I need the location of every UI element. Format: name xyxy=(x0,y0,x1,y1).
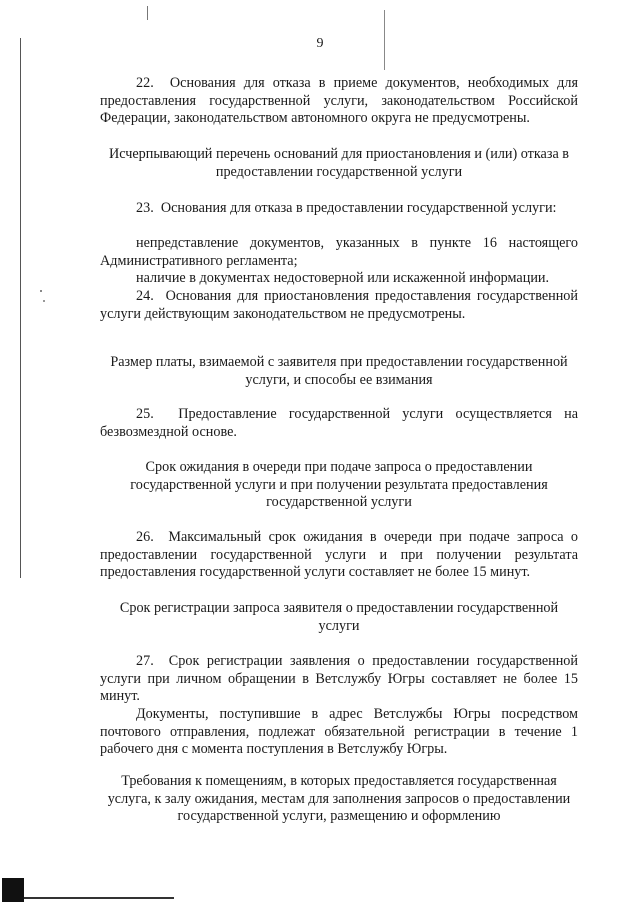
section-heading-fee: Размер платы, взимаемой с заявителя при предоставлении государственной услуги, и способы ее взимания xyxy=(110,354,568,388)
scan-bottom-line xyxy=(24,897,174,899)
page-number: 9 xyxy=(316,36,324,51)
paragraph-22: 22. Основания для отказа в приеме документов, необходимых для предоставления государственной услуги, законодательством Российской Федерации, законодательством автономного округа не предусмотрены. xyxy=(100,75,578,127)
scan-tick-top xyxy=(147,6,148,20)
paragraph-23-item-1: непредставление документов, указанных в пункте 16 настоящего Административного регламента; xyxy=(100,235,578,269)
paragraph-27: 27. Срок регистрации заявления о предоставлении государственной услуги при личном обращении в Ветслужбу Югры составляет не более 15 минут. xyxy=(100,653,578,705)
section-heading-queue: Срок ожидания в очереди при подаче запроса о предоставлении государственной услуги и при получении результата предоставления государственной услуги xyxy=(130,459,548,511)
scan-speck xyxy=(40,290,42,292)
paragraph-23-item-2: наличие в документах недостоверной или искаженной информации. xyxy=(136,270,550,286)
scan-speck-2 xyxy=(43,300,45,302)
scan-margin-line xyxy=(20,38,21,578)
paragraph-27-postal: Документы, поступившие в адрес Ветслужбы Югры посредством почтового отправления, подлежат обязательной регистрации в течение 1 рабочего дня с момента поступления в Ветслужбу Югры. xyxy=(100,706,578,758)
scan-corner-block xyxy=(2,878,24,902)
section-heading-registration: Срок регистрации запроса заявителя о предоставлении государственной услуги xyxy=(119,600,559,634)
paragraph-26: 26. Максимальный срок ожидания в очереди при подаче запроса о предоставлении государственной услуги и при получении результата предоставления государственной услуги составляет не более 15 минут. xyxy=(100,529,578,581)
paragraph-25: 25. Предоставление государственной услуги осуществляется на безвозмездной основе. xyxy=(100,406,578,440)
section-heading-premises: Требования к помещениям, в которых предоставляется государственная услуга, к залу ожидания, местам для заполнения запросов о предоставлении государственной услуги, размещению и оформлению xyxy=(107,773,571,825)
section-heading-suspension: Исчерпывающий перечень оснований для приостановления и (или) отказа в предоставлении государственной услуги xyxy=(108,146,570,180)
paragraph-23: 23. Основания для отказа в предоставлении государственной услуги: xyxy=(136,200,557,216)
paragraph-24: 24. Основания для приостановления предоставления государственной услуги действующим законодательством не предусмотрены. xyxy=(100,288,578,322)
